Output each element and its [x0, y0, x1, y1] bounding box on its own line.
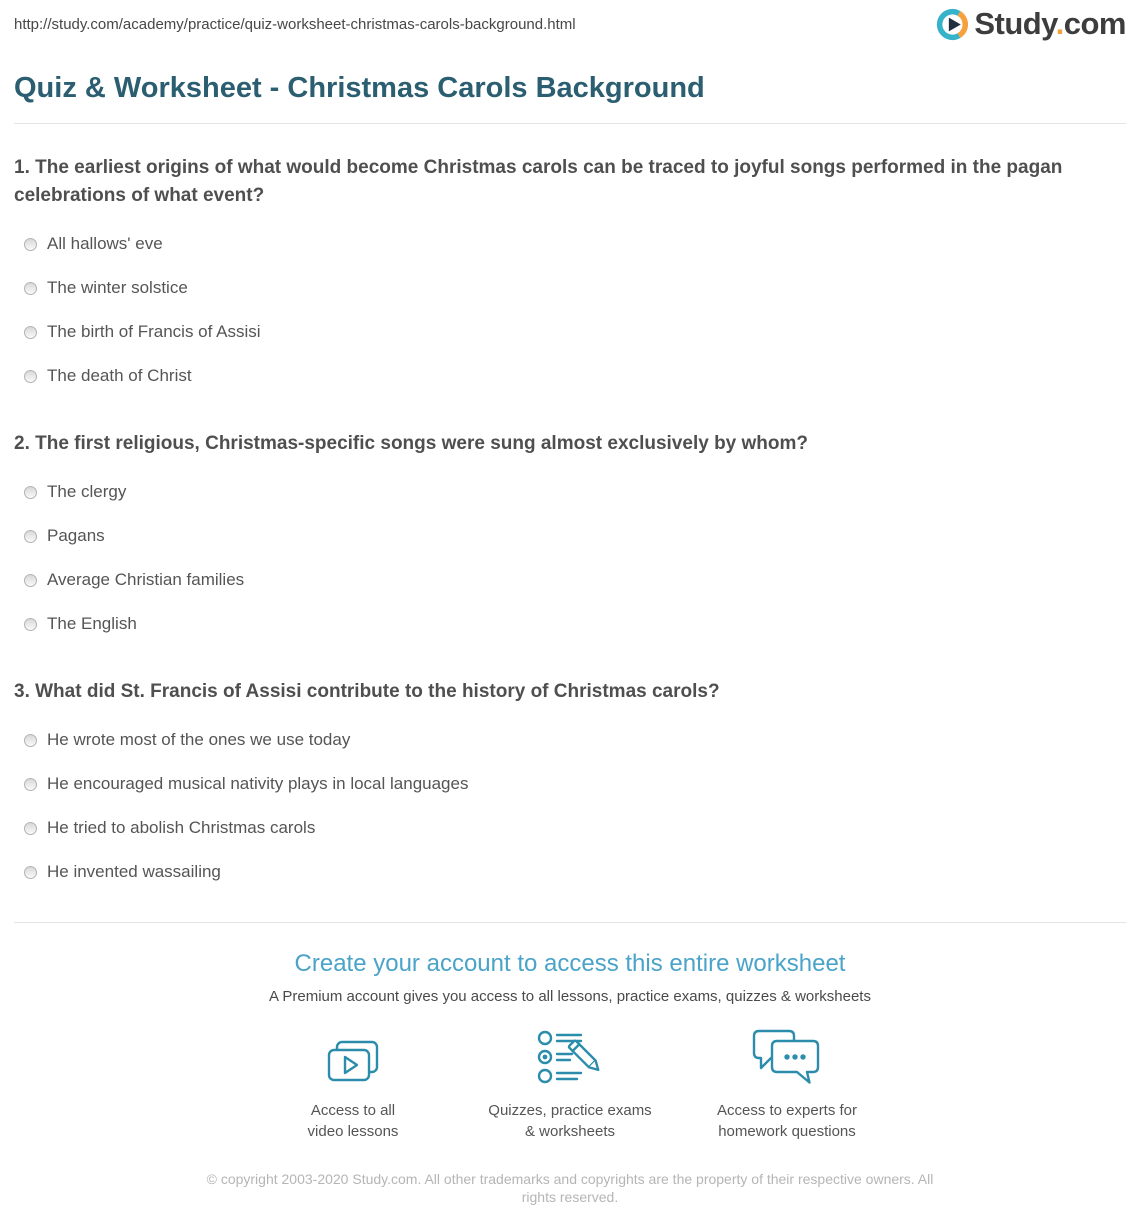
question-1-options: [14, 234, 1126, 386]
question-3: [14, 678, 1126, 882]
radio-button[interactable]: [24, 238, 37, 251]
radio-button[interactable]: [24, 326, 37, 339]
question-2: [14, 430, 1126, 634]
title-divider: [14, 123, 1126, 124]
option[interactable]: [24, 482, 1126, 502]
quizzes-worksheets-icon: [535, 1029, 605, 1087]
option[interactable]: [24, 730, 1126, 750]
option-label: He encouraged musical nativity plays in local languages: [47, 774, 469, 793]
question-3-options: [14, 730, 1126, 882]
feature-video-lessons: [245, 1035, 462, 1142]
option[interactable]: [24, 862, 1126, 882]
top-bar: [14, 0, 1126, 41]
radio-button[interactable]: [24, 866, 37, 879]
option-label: The birth of Francis of Assisi: [47, 322, 261, 341]
question-2-text: 2. The first religious, Christmas-specific songs were sung almost exclusively by whom?: [14, 433, 809, 454]
radio-button[interactable]: [24, 574, 37, 587]
option-label: He wrote most of the ones we use today: [47, 730, 351, 749]
radio-button[interactable]: [24, 734, 37, 747]
signup-banner: [14, 922, 1126, 1206]
signup-heading: Create your account to access this entire worksheet: [294, 950, 846, 977]
video-lessons-icon: [325, 1039, 381, 1087]
radio-button[interactable]: [24, 822, 37, 835]
question-2-options: [14, 482, 1126, 634]
option[interactable]: [24, 278, 1126, 298]
radio-button[interactable]: [24, 282, 37, 295]
option-label: The death of Christ: [47, 366, 192, 385]
page-title: Quiz & Worksheet - Christmas Carols Background: [14, 72, 705, 104]
radio-button[interactable]: [24, 530, 37, 543]
option[interactable]: [24, 774, 1126, 794]
question-1: [14, 154, 1126, 386]
option-label: The clergy: [47, 482, 127, 501]
option[interactable]: [24, 614, 1126, 634]
radio-button[interactable]: [24, 618, 37, 631]
option-label: He tried to abolish Christmas carols: [47, 818, 316, 837]
option[interactable]: [24, 526, 1126, 546]
option[interactable]: [24, 570, 1126, 590]
option-label: Average Christian families: [47, 570, 245, 589]
option[interactable]: [24, 818, 1126, 838]
feature-label: Quizzes, practice exams & worksheets: [488, 1102, 652, 1140]
features-row: [14, 1035, 1126, 1142]
feature-quizzes-worksheets: [462, 1035, 679, 1142]
option-label: The English: [47, 614, 137, 633]
option-label: He invented wassailing: [47, 862, 221, 881]
studycom-logo[interactable]: [936, 7, 1126, 41]
copyright-notice: © copyright 2003-2020 Study.com. All other trademarks and copyrights are the property of their respective owners. All rights reserved.: [206, 1171, 934, 1205]
radio-button[interactable]: [24, 778, 37, 791]
option[interactable]: [24, 322, 1126, 342]
question-1-text: 1. The earliest origins of what would become Christmas carols can be traced to joyful songs performed in the pagan celebrations of what event?: [14, 157, 1063, 206]
page-url: http://study.com/academy/practice/quiz-worksheet-christmas-carols-background.html: [14, 15, 576, 33]
option-label: All hallows' eve: [47, 234, 163, 253]
option[interactable]: [24, 234, 1126, 254]
feature-label: Access to experts for homework questions: [716, 1102, 858, 1140]
feature-label: Access to all video lessons: [307, 1102, 399, 1140]
logo-dot: .: [1055, 6, 1064, 41]
option-label: Pagans: [47, 526, 105, 545]
option-label: The winter solstice: [47, 278, 188, 297]
radio-button[interactable]: [24, 370, 37, 383]
radio-button[interactable]: [24, 486, 37, 499]
studycom-logo-icon: [936, 8, 969, 41]
feature-expert-chat: [679, 1035, 896, 1142]
question-3-text: 3. What did St. Francis of Assisi contribute to the history of Christmas carols?: [14, 681, 720, 702]
studycom-logo-text: Study.com: [974, 6, 1126, 41]
signup-subheading: A Premium account gives you access to all lessons, practice exams, quizzes & worksheets: [269, 988, 871, 1005]
option[interactable]: [24, 366, 1126, 386]
expert-chat-icon: [749, 1029, 825, 1087]
